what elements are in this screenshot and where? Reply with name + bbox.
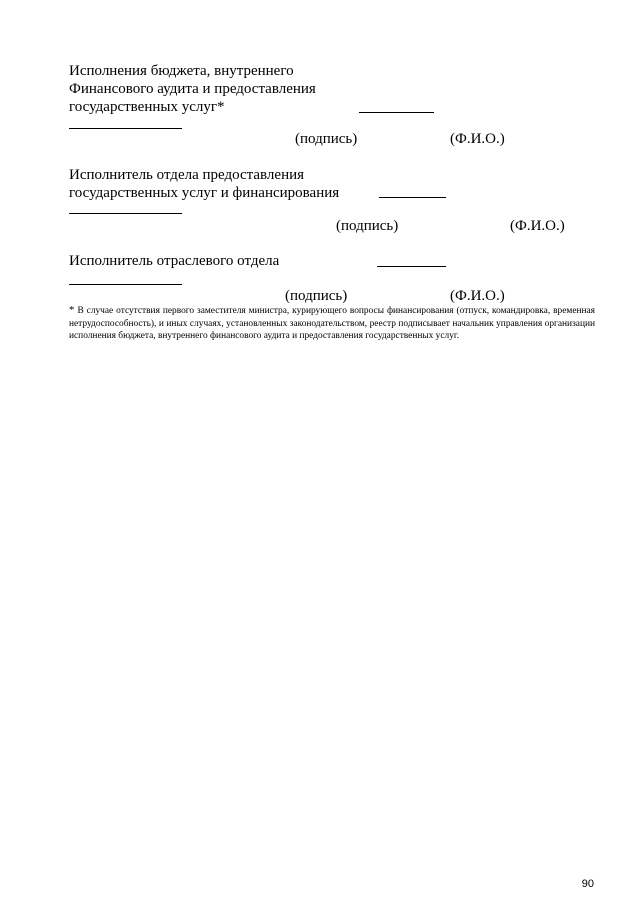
block3-name-line <box>69 284 182 285</box>
footnote-text: В случае отсутствия первого заместителя министра, курирующего вопросы финансирования (отпуск, командировка, временная нетрудоспособность), и иных случаях, установленных законодательством, реестр подписывает начальник управления организации исполнения бюджета, внутреннего финансового аудита и предоставления государственных услуг. <box>69 306 595 342</box>
block1-title-line-3: государственных услуг* <box>69 99 225 115</box>
block1-name-line <box>69 128 182 129</box>
page-number: 90 <box>581 878 594 890</box>
block1-signature-line <box>359 112 434 113</box>
block2-name-label: (Ф.И.О.) <box>510 218 565 234</box>
block2-title-line-2: государственных услуг и финансирования <box>69 185 340 201</box>
footnote <box>69 305 595 343</box>
block3-name-label: (Ф.И.О.) <box>450 288 505 304</box>
block2-title-line-1: Исполнитель отдела предоставления <box>69 167 305 183</box>
footnote-marker: * <box>69 304 75 316</box>
block2-name-line <box>69 213 182 214</box>
block1-name-label: (Ф.И.О.) <box>450 131 505 147</box>
block2-signature-line <box>379 197 446 198</box>
block3-signature-label: (подпись) <box>285 288 348 304</box>
block3-title-line-1: Исполнитель отраслевого отдела <box>69 253 280 269</box>
block2-signature-label: (подпись) <box>336 218 399 234</box>
block1-title-line-2: Финансового аудита и предоставления <box>69 81 316 97</box>
block3-signature-line <box>377 266 446 267</box>
block1-title-line-1: Исполнения бюджета, внутреннего <box>69 63 294 79</box>
block1-signature-label: (подпись) <box>295 131 358 147</box>
